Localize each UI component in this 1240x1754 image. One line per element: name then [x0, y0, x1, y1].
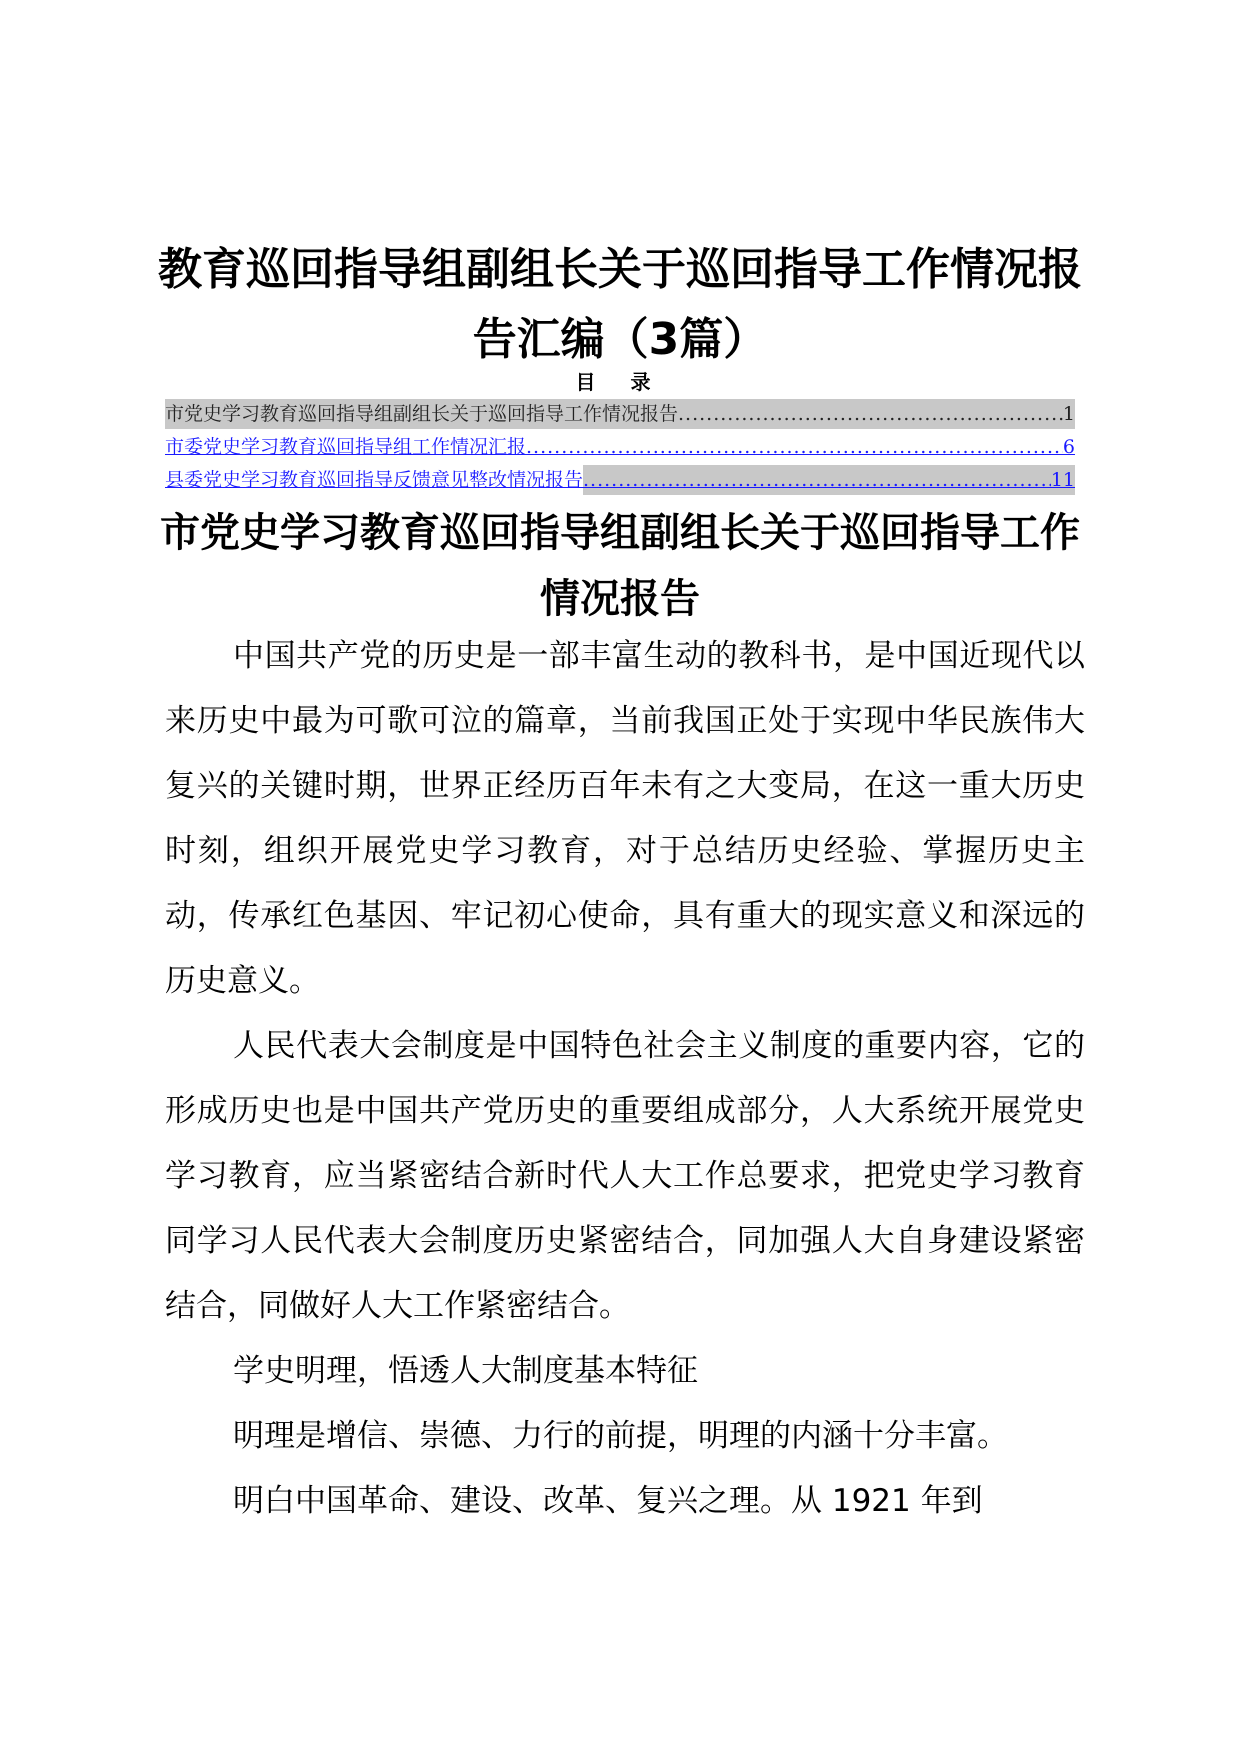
body-paragraph: 明理是增信、崇德、力行的前提，明理的内涵十分丰富。: [233, 1418, 1008, 1454]
toc-heading: 目 录: [575, 370, 665, 394]
toc-entry-text: 市党史学习教育巡回指导组副组长关于巡回指导工作情况报告: [165, 403, 679, 425]
body-paragraph: 中国共产党的历史是一部丰富生动的教科书，是中国近现代以来历史中最为可歌可泣的篇章，当前我国正处于实现中华民族伟大复兴的关键时期，世界正经历百年未有之大变局，在这一重大历史时刻，组织开展党史学习教育，对于总结历史经验、掌握历史主动，传承红色基因、牢记初心使命，具有重大的现实意义和深远的历史意义。: [165, 638, 1085, 999]
toc-leader: [526, 432, 1063, 462]
document-title: 教育巡回指导组副组长关于巡回指导工作情况报告汇编（3篇）: [158, 244, 1082, 365]
body-paragraph: 人民代表大会制度是中国特色社会主义制度的重要内容，它的形成历史也是中国共产党历史的重要组成部分，人大系统开展党史学习教育，应当紧密结合新时代人大工作总要求，把党史学习教育同学习人民代表大会制度历史紧密结合，同加强人大自身建设紧密结合，同做好人大工作紧密结合。: [165, 1028, 1085, 1324]
subheading-paragraph: 学史明理，悟透人大制度基本特征: [233, 1353, 698, 1389]
toc-entry-3[interactable]: [165, 465, 1075, 495]
toc-page-number: 6: [1062, 436, 1075, 458]
toc-entry-1[interactable]: [165, 399, 1075, 429]
toc-entry-2[interactable]: [165, 432, 1075, 462]
toc-leader: [583, 465, 1051, 495]
section-title: 市党史学习教育巡回指导组副组长关于巡回指导工作情况报告: [160, 510, 1080, 622]
toc-entry-text: 市委党史学习教育巡回指导组工作情况汇报: [165, 436, 527, 458]
table-of-contents: [165, 399, 1075, 498]
toc-leader: [678, 399, 1063, 429]
toc-page-number: 1: [1062, 403, 1075, 425]
toc-page-number: 11: [1051, 465, 1075, 495]
body-paragraph: 明白中国革命、建设、改革、复兴之理。从 1921 年到: [233, 1483, 983, 1519]
toc-entry-text: 县委党史学习教育巡回指导反馈意见整改情况报告: [165, 469, 584, 491]
